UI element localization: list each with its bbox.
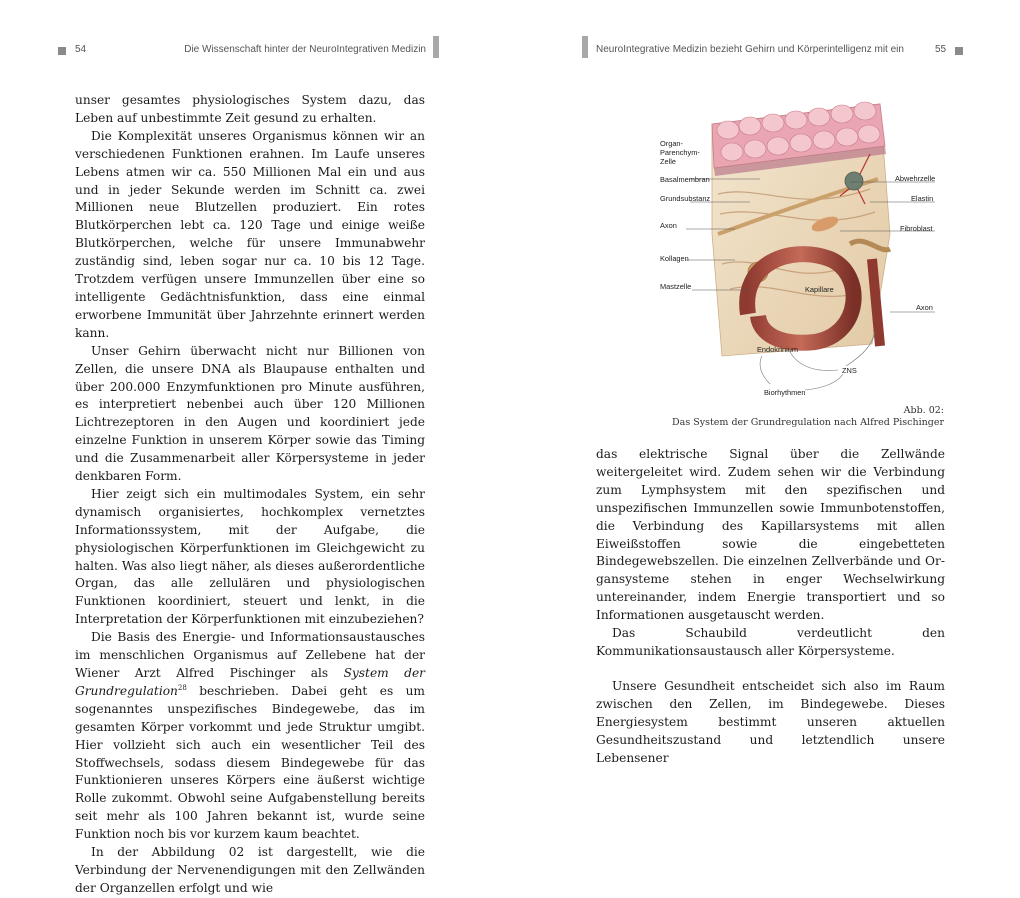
figure-caption	[672, 405, 944, 429]
running-head-left: Die Wissenschaft hinter der NeuroIntegrativen Medizin	[184, 44, 426, 55]
label-zns: ZNS	[842, 366, 857, 375]
label-organ: Organ-	[660, 139, 684, 148]
paragraph: Hier zeigt sich ein multimodales System, ein sehr dynamisch organisiertes, hochkomplex vernetztes Informationssystem, mit der Aufgabe, die physiologischen Körperfunktionen im Gleichgewicht zu halten. Was also liegt näher, als dieses außerordentliche Organ, das alle zellulären und physiologischen Funktionen koordiniert, steuert und lenkt, in die Interpretation der Körperfunktionen mit einzubeziehen?	[75, 486, 425, 627]
label-kapillare: Kapillare	[805, 285, 834, 294]
grundregulation-illustration	[640, 84, 960, 404]
paragraph: das elektrische Signal über die Zellwände weitergeleitet wird. Zudem sehen wir die Verbindung zum Lymphsystem mit den spezifischen und unspezifischen Immunzellen sowie Immunbotenstoffen, die Verbindung des Kapillarsystems mit allen Eiweißstoffen sowie die eingebetteten Bindegewebszellen. Die einzelnen Zellverbände und Organsysteme stehen in enger Wechselwirkung untereinander, indem Energie transportiert und so Informationen ausgetauscht werden.	[596, 447, 945, 623]
right-body-text	[596, 446, 945, 767]
paragraph: Unser Gehirn überwacht nicht nur Billionen von Zellen, die unsere DNA als Blaupause enthalten und über 200.000 Enzymfunktionen pro Minute ausführen, es interpretiert nebenbei auch über 120 Millionen Lichtrezeptoren in den Augen und koordiniert jede einzelne Funktion in unserem Körper sowie das Timing und die Zusammenarbeit aller Körpersysteme in jeder denkbaren Form.	[75, 343, 425, 484]
label-elastin: Elastin	[911, 194, 934, 203]
paragraph: In der Abbildung 02 ist dargestellt, wie die Verbindung der Nervenendigungen mit den Zellwänden der Organzellen erfolgt und wie	[75, 845, 425, 895]
left-body-text	[75, 92, 425, 898]
paragraph: Die Komplexität unseres Organismus können wir an verschiedenen Funktionen erahnen. Im Laufe unseres Lebens atmen wir ca. 550 Millionen Mal ein und aus und in jeder Sekunde werden im Schnitt ca. zwei Millionen neue Blutzellen produziert. Ein rotes Blutkörperchen lebt ca. 120 Tage und einige weiße Blutkörperchen, welche für unsere Immunabwehr zuständig sind, leben sogar nur ca. 10 bis 12 Tage. Trotzdem verfügen unsere Immunzellen über eine so intelligente Gedächtnisfunktion, dass eine einmal erworbene Immunität über Jahrzehnte erinnert werden kann.	[75, 128, 425, 340]
label-mastzelle: Mastzelle	[660, 282, 692, 291]
label-abwehrzelle: Abwehrzelle	[895, 174, 936, 183]
paragraph: unser gesamtes physiologisches System dazu, das Leben auf unbestimmte Zeit gesund zu erhalten.	[75, 93, 425, 125]
defense-cell	[845, 172, 863, 190]
page-number-left: 54	[75, 44, 87, 55]
italic-term: System der Grundregulation	[75, 666, 426, 698]
page-marker-left	[58, 47, 66, 55]
label-axon-right: Axon	[916, 303, 933, 312]
label-kollagen: Kollagen	[660, 254, 689, 263]
caption-title: Das System der Grundregulation nach Alfred Pischinger	[672, 417, 944, 428]
paragraph: Das Schaubild verdeutlicht den Kommunikationsaustausch aller Körpersysteme.	[596, 626, 945, 658]
label-basalmembran: Basalmembran	[660, 175, 710, 184]
paragraph: Unsere Gesundheit entscheidet sich also im Raum zwischen den Zellen, im Bindegewebe. Dieses Energiesystem bestimmt unseren aktuellen Gesundheitszustand und letztendlich unsere Lebensener	[596, 678, 945, 765]
label-zelle: Zelle	[660, 157, 677, 166]
page-marker-right	[955, 47, 963, 55]
label-biorhythmen: Biorhythmen	[764, 388, 806, 397]
label-axon-left: Axon	[660, 221, 677, 230]
header-bar-left	[433, 36, 439, 58]
page-number-right: 55	[935, 44, 947, 55]
label-grundsubstanz: Grundsubstanz	[660, 194, 711, 203]
label-endokrinium: Endokrinium	[757, 345, 799, 354]
header-bar-right	[582, 36, 588, 58]
label-parenchym: Parenchym-	[660, 148, 700, 157]
footnote-ref: 28	[177, 683, 187, 692]
label-fibroblast: Fibroblast	[900, 224, 933, 233]
paragraph-grundregulation: Die Basis des Energie- und Informationsaustausches im menschlichen Organismus auf Zellebene hat der Wiener Arzt Alfred Pischinger als System der Grundregulation$^{28}$ beschrieben. Dabei geht es um sogenanntes unspezifisches Bindegewebe, das im gesamten Körper vorkommt und jede Struktur umgibt. Hier vollzieht sich auch ein wesentlicher Teil des Stoffwechsels, sodass diesem Bindegewebe für das Funktionieren unseres Körpers eine äußerst wichtige Rolle zukommt. Obwohl seine Aufgabenstellung bereits seit mehr als 100 Jahren bekannt ist, wurde seine Funktion noch bis vor kurzem kaum beachtet.	[75, 630, 426, 842]
running-head-right: NeuroIntegrative Medizin bezieht Gehirn und Körperintelligenz mit ein	[596, 44, 904, 55]
caption-number: Abb. 02:	[903, 405, 944, 416]
